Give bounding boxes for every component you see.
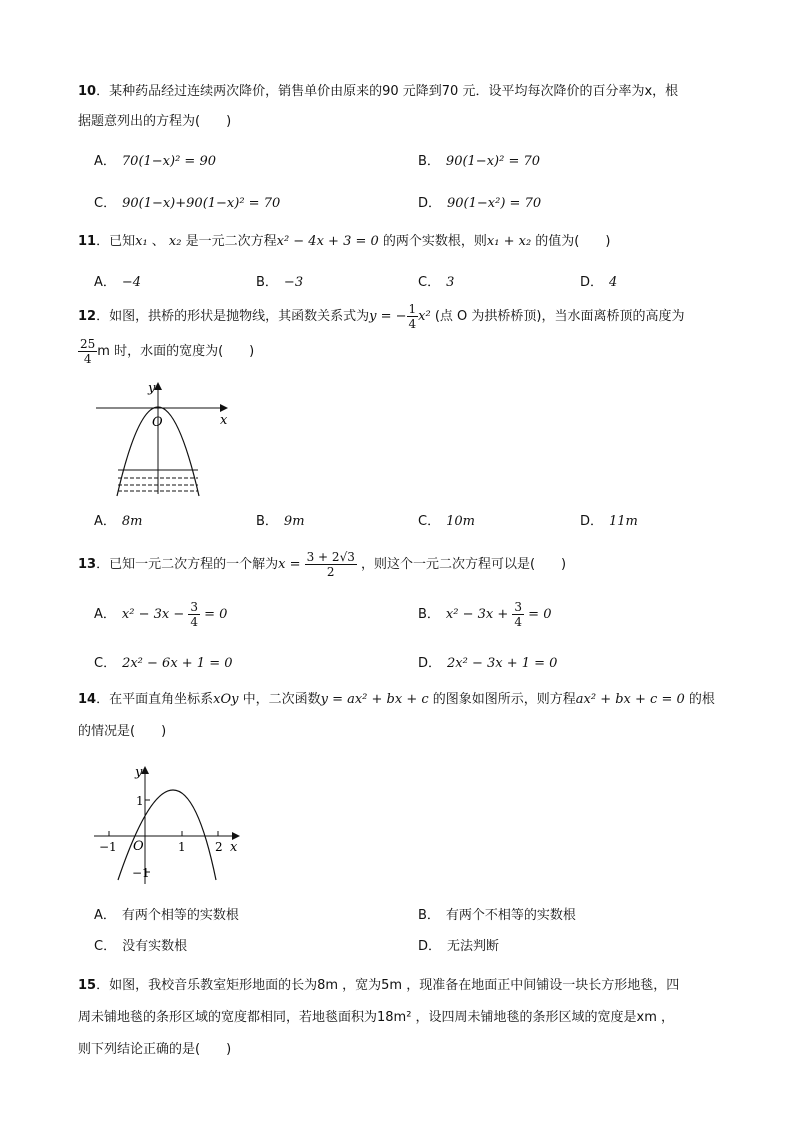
option-a[interactable]: A． 有两个相等的实数根 [94, 908, 239, 923]
axis-label-y: y [148, 381, 156, 396]
option-text: 2x² − 3x + 1 = 0 [447, 656, 558, 671]
question-number: 15 [78, 978, 97, 993]
question-text: (点 O 为拱桥桥顶)，当水面离桥顶的高度为 [430, 309, 685, 324]
question-15 [78, 970, 750, 1066]
question-text: 则下列结论正确的是( ) [78, 1042, 232, 1057]
option-c[interactable]: C． 3 [418, 275, 455, 290]
tick-label: 2 [215, 840, 223, 854]
tick-label: −1 [132, 866, 150, 880]
question-text: 中，二次函数 [238, 692, 321, 707]
question-10 [78, 80, 750, 134]
math-equation: ax² + bx + c = 0 [575, 692, 685, 707]
option-d[interactable]: D． 90(1−x²) = 70 [418, 196, 542, 211]
option-text: = 0 [528, 607, 552, 622]
question-number: 12 [78, 309, 97, 324]
option-text: 8m [121, 514, 143, 529]
origin-label: O [152, 415, 163, 430]
quadratic-graph-figure [90, 760, 250, 890]
tick-label: 1 [178, 840, 186, 854]
question-text: 的情况是( ) [78, 724, 167, 739]
math-sum: x₁ + x₂ [486, 234, 532, 249]
fraction: $\frac{1}{4}$ [408, 302, 417, 331]
math-solution: x = [278, 557, 301, 572]
option-d[interactable]: D． 11m [580, 514, 638, 529]
question-text: ．某种药品经过连续两次降价，销售单价由原来的90 元降到70 元．设平均每次降价的百分率为x，根 [96, 84, 679, 99]
tick-label: 1 [136, 794, 144, 808]
option-a[interactable]: A． 8m [94, 514, 143, 529]
option-text: 无法判断 [447, 939, 500, 954]
option-text: 70(1−x)² = 90 [121, 154, 216, 169]
question-text: ．已知 [96, 234, 136, 249]
question-text: ．如图，拱桥的形状是抛物线，其函数关系式为 [96, 309, 370, 324]
option-text: 10m [446, 514, 475, 529]
fraction: $\frac{3}{4}$ [514, 600, 523, 629]
math-x2: x₂ [168, 234, 182, 249]
option-text: 3 [446, 275, 455, 290]
option-b[interactable]: B． 90(1−x)² = 70 [418, 154, 541, 169]
option-text: 有两个不相等的实数根 [445, 908, 576, 923]
question-number: 10 [78, 84, 97, 99]
axis-label-y: y [135, 765, 143, 780]
option-a[interactable]: A． 70(1−x)² = 90 [94, 154, 216, 169]
math-function: y = ax² + bx + c [320, 692, 429, 707]
bridge-parabola-figure [92, 378, 237, 498]
option-text: 有两个相等的实数根 [121, 908, 239, 923]
option-text: x² − 3x + [445, 607, 509, 622]
question-number: 13 [78, 557, 97, 572]
option-d[interactable]: D． 4 [580, 275, 618, 290]
question-text: 据题意列出的方程为( ) [78, 114, 232, 129]
question-12 [78, 302, 750, 366]
axis-label-x: x [220, 413, 228, 428]
option-b[interactable]: B． x² − 3x + $\frac{3}{4}$ = 0 [418, 600, 552, 629]
axis-label-x: x [230, 840, 238, 855]
question-11 [78, 230, 750, 254]
option-c[interactable]: C． 2x² − 6x + 1 = 0 [94, 656, 233, 671]
question-14 [78, 688, 750, 744]
question-text: 的根 [684, 692, 715, 707]
option-text: 11m [609, 514, 638, 529]
question-text: ．在平面直角坐标系 [96, 692, 214, 707]
question-text: 是一元二次方程 [181, 234, 277, 249]
question-text: 、 [147, 234, 169, 249]
option-text: 90(1−x)² = 70 [445, 154, 541, 169]
option-c[interactable]: C． 没有实数根 [94, 939, 188, 954]
option-text: 2x² − 6x + 1 = 0 [122, 656, 233, 671]
question-number: 11 [78, 234, 97, 249]
option-a[interactable]: A． x² − 3x − $\frac{3}{4}$ = 0 [94, 600, 228, 629]
question-text: 的值为( ) [531, 234, 611, 249]
x-axis-arrow [220, 404, 228, 412]
option-b[interactable]: B． 9m [256, 514, 305, 529]
question-text: ，则这个一元二次方程可以是( ) [356, 557, 567, 572]
option-d[interactable]: D． 无法判断 [418, 939, 500, 954]
option-c[interactable]: C． 90(1−x)+90(1−x)² = 70 [94, 196, 281, 211]
math-equation: x² − 4x + 3 = 0 [276, 234, 379, 249]
option-d[interactable]: D． 2x² − 3x + 1 = 0 [418, 656, 558, 671]
fraction: $\frac{3 + 2√3}{2}$ [306, 550, 355, 579]
option-b[interactable]: B． −3 [256, 275, 304, 290]
option-a[interactable]: A． −4 [94, 275, 142, 290]
origin-label: O [133, 839, 144, 854]
option-text: 90(1−x)+90(1−x)² = 70 [122, 196, 281, 211]
math-x1: x₁ [135, 234, 148, 249]
x-axis-arrow [232, 832, 240, 840]
option-text: −3 [283, 275, 304, 290]
tick-label: −1 [99, 840, 117, 854]
question-text: m 时，水面的宽度为( ) [97, 344, 255, 359]
question-13 [78, 550, 750, 579]
question-number: 14 [78, 692, 97, 707]
option-text: 9m [283, 514, 305, 529]
option-text: 90(1−x²) = 70 [447, 196, 542, 211]
math-function: y = − [369, 309, 407, 324]
fraction: $\frac{25}{4}$ [80, 337, 96, 366]
math-function: x² [418, 309, 431, 324]
option-text: 没有实数根 [122, 939, 188, 954]
question-text: 的两个实数根，则 [378, 234, 487, 249]
option-text: −4 [121, 275, 142, 290]
option-c[interactable]: C． 10m [418, 514, 475, 529]
question-text: ．已知一元二次方程的一个解为 [96, 557, 279, 572]
option-text: 4 [609, 275, 618, 290]
question-text: 周未铺地毯的条形区域的宽度都相同，若地毯面积为18m² ，设四周未铺地毯的条形区域的宽度是xm ， [78, 1010, 675, 1025]
fraction: $\frac{3}{4}$ [190, 600, 199, 629]
math-coordinate-system: xOy [213, 692, 239, 707]
option-text: x² − 3x − [121, 607, 185, 622]
option-b[interactable]: B． 有两个不相等的实数根 [418, 908, 576, 923]
option-text: = 0 [204, 607, 228, 622]
question-text: ．如图，我校音乐教室矩形地面的长为8m ，宽为5m ，现准备在地面正中间铺设一块长方形地毯，四 [96, 978, 680, 993]
question-text: 的图象如图所示，则方程 [428, 692, 576, 707]
